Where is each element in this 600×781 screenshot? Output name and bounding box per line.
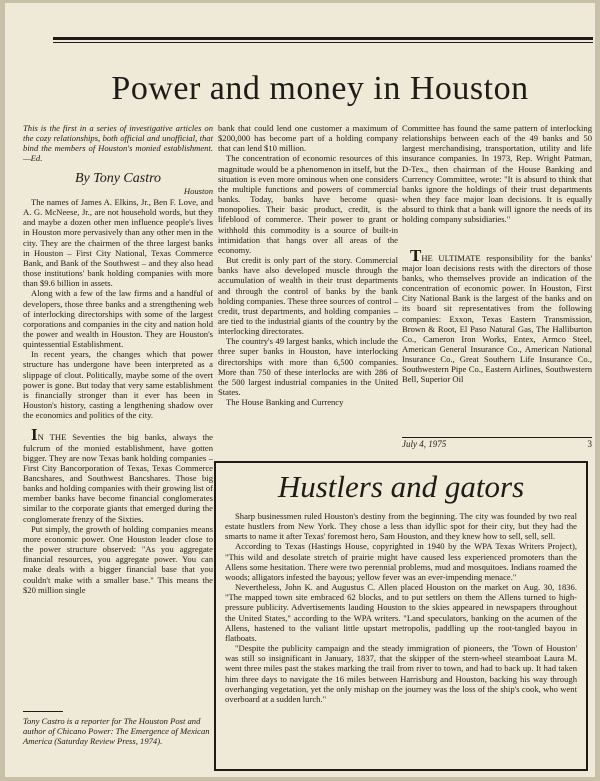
sidebar-box (214, 461, 588, 771)
column-1 (23, 123, 213, 595)
column-2 (218, 123, 398, 407)
bio-rule (23, 711, 63, 712)
author-bio (23, 711, 213, 746)
paragraph: IN THE Seventies the big banks, always the fulcrum of the monied establishment, have gotten bigger. They are now Texas bank holding companies – First City Bancorporation of Texas, Texas Commerce Bancshares, and Southwest Bancshares. Those big banks and holding companies with their growing list of member banks have become financial conglomerates similar to the corporate giants that emerged during the conglomerate frenzy of the Sixties. (23, 425, 213, 524)
byline: By Tony Castro (74, 170, 162, 186)
top-rule-thick (53, 37, 593, 40)
headline: Power and money in Houston (111, 70, 529, 107)
paragraph: But credit is only part of the story. Commercial banks have also developed muscle through the accumulation of wealth in their trust departments and through the control of banks by the bank holding companies. These three sources of control – credit, trust departments, and holding companies – are tied to the industrial giants of the country by the interlocking directorates. (218, 255, 398, 337)
top-rule-thin (53, 42, 593, 43)
paragraph: The names of James A. Elkins, Jr., Ben F. Love, and A. G. McNeese, Jr., are not household words, but they and maybe a dozen other men influence people's lives in Houston more pervasively than any other men in the city. They are the chairmen of the three largest banks in Houston – First City National, Texas Commerce Bank, and Bank of the Southwest – and they also head those institutions' bank holding companies with more than $9.6 billion in assets. (23, 196, 213, 289)
paragraph: THE ULTIMATE responsibility for the banks' major loan decisions rests with the directors of those banks, who themselves provide an indication of the concentration of economic power. In Houston, First City National Bank is the largest of the banks and on its board sit representatives from the following companies: Exxon, Texas Eastern Transmission, Brown & Root, El Paso Natural Gas, The Halliburton Co., Cameron Iron Works, Entex, Armco Steel, American General Insurance Co., American National Insurance Co., Great Southern Life Insurance Co., Southwestern Pipe Co., Eastern Airlines, Southwestern Bell, Superior Oil (402, 245, 592, 385)
sidebar-text (225, 511, 577, 704)
dateline: Houston (183, 185, 213, 196)
paragraph: Nevertheless, John K. and Augustus C. Allen placed Houston on the market on Aug. 30, 1836. "The mapped town site embraced 62 blocks, and to put settlers on them the Allens turned to high-pressure publicity. Advertisements lauding Houston to the skies appeared in newspapers throughout the United States," according to the WPA writers. "Land speculators, banking on the acumen of the Allens, hastened to the valiant little upstart metropolis, paddling up the root-tangled bayou in flatboats. (225, 582, 577, 643)
paragraph: Put simply, the growth of holding companies means more economic power. One Houston leader close to the power structure observed: "As you aggregate financial resources, you aggregate power. You can make deals with a bigger financial base that you couldn't make with a smaller base." This means the $20 million single (23, 523, 213, 595)
sidebar-title: Hustlers and gators (277, 469, 525, 504)
intro-note: This is the first in a series of investigative articles on the cozy relationships, both official and unofficial, that bind the members of Houston's monied establishment.—Ed. (23, 123, 213, 164)
paragraph: The concentration of economic resources of this magnitude would be a phenomenon in itself, but the situation is even more ominous when one considers the multiple functions and powers of commercial banks. Today, banks have become quasi-monopolies. Their basic product, credit, is the lifeblood of commerce. Their power to grant or withhold this commodity is a source of built-in intimidation that hangs over all areas of the economy. (218, 153, 398, 255)
magazine-page (5, 3, 595, 777)
paragraph: The country's 49 largest banks, which include the three super banks in Houston, have interlocking directorships with more than 6,500 companies. More than 750 of these interlocks are with 286 of the 500 largest industrial companies in the United States. (218, 336, 398, 398)
paragraph: bank that could lend one customer a maximum of $200,000 has become part of a holding company that can lend $10 million. (218, 123, 398, 154)
issue-date: July 4, 1975 (402, 439, 447, 449)
paragraph: Sharp businessmen ruled Houston's destiny from the beginning. The city was founded by two real estate hustlers from New York. They chose a less than idyllic spot for their city, but they had the smarts to name it after Texas' foremost hero, Sam Houston, and they knew how to sell, sell, sell. (225, 511, 577, 542)
author-bio-text: Tony Castro is a reporter for The Houston Post and author of Chicano Power: The Emergence of Mexican America (Saturday Review Press, 1974). (23, 716, 210, 747)
paragraph: "Despite the publicity campaign and the steady immigration of pioneers, the 'Town of Houston' was still so insignificant in January, 1837, that the skipper of the stern-wheel steamboat Laura M. went three miles past the stakes marking the trail from river to town, and had to back up. It had taken him three days to navigate the 16 miles between Harrisburg and Houston, backing his way through overhanging vegetation, yet the only mishap on the journey was the loss of the ship's cook, who went overboard at a sudden lurch." (225, 643, 577, 704)
page-number: 3 (587, 439, 592, 449)
paragraph: In recent years, the changes which that power structure has undergone have been interpreted as a slippage of clout. Politically, maybe some of the overt power is gone. But today that very same establishment is financially stronger than it ever has been in Houston's history, casting a lengthening shadow over the economics and politics of the city. (23, 349, 213, 421)
page-footer (402, 437, 592, 449)
paragraph: Along with a few of the law firms and a handful of developers, those three banks and a strengthening web of interlocking directorships with some of the largest corporations and companies in the city and nation hold the power and wealth in Houston. They are Houston's quintessential Establishment. (23, 288, 213, 350)
paragraph: According to Texas (Hastings House, copyrighted in 1940 by the WPA Texas Writers Project), "This wild and desolate stretch of prairie might have caused less experienced promoters than the Allens some hesitation. There were two perennial problems, mud and mosquitoes. Indians roamed the woods; alligators infested the bayous; yellow fever was an ever-impending menace." (225, 541, 577, 582)
paragraph: The House Banking and Currency (226, 397, 344, 408)
column-3 (402, 123, 592, 385)
paragraph: Committee has found the same pattern of interlocking relationships between each of the 49 banks and 50 largest merchandising, transportation, utility and life insurance companies. In 1973, Rep. Wright Patman, D-Tex., then chairman of the House Banking and Currency Committee, wrote: "It is absurd to think that banks ignore the holdings of their trust departments when they face major loan decisions. It is equally absurd to think that a bank will ignore the needs of its holding company subsidiaries." (402, 123, 592, 225)
